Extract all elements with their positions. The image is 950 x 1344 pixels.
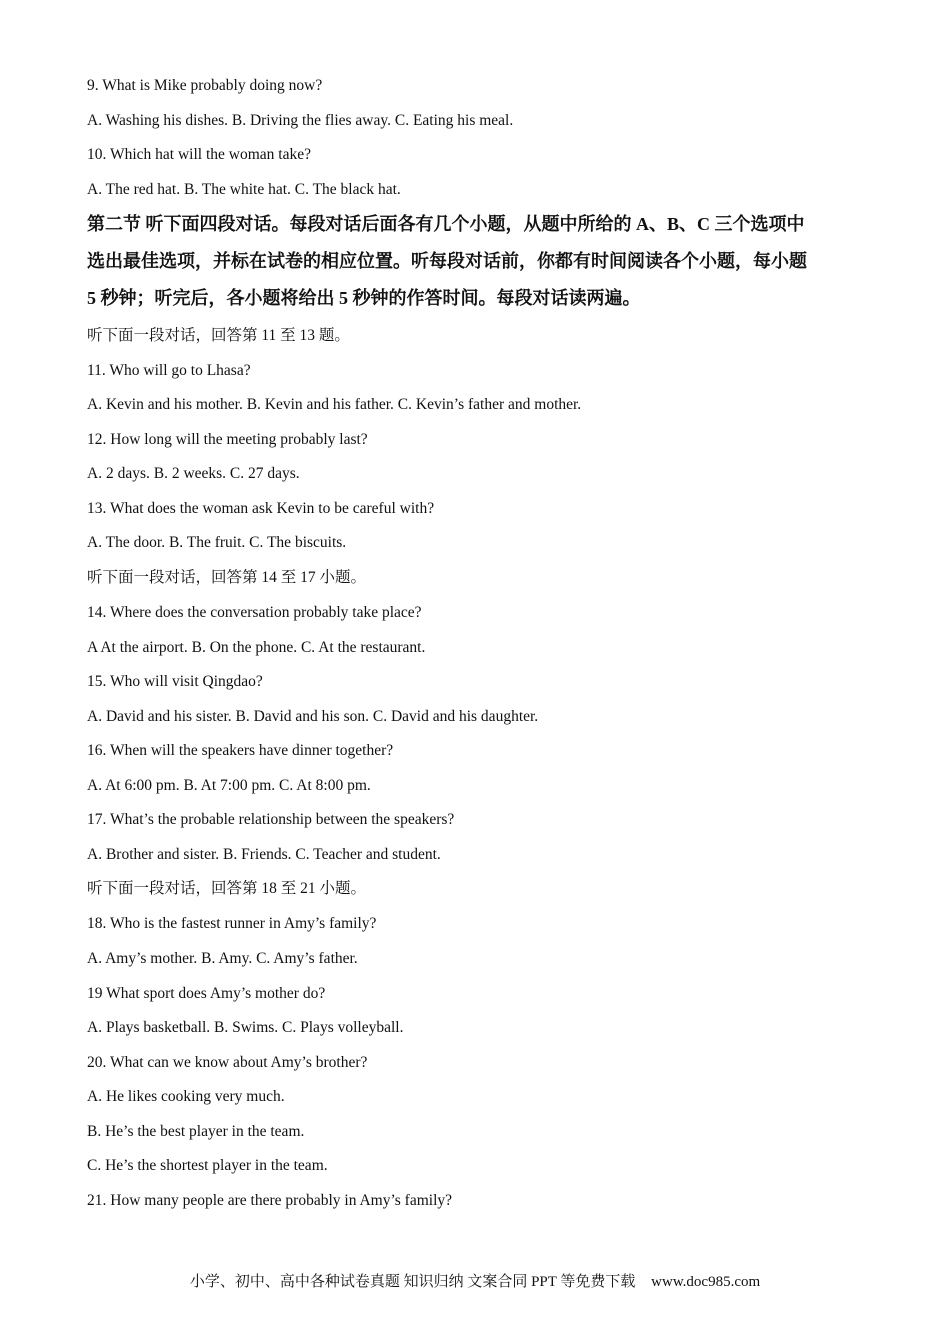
question-21: 21. How many people are there probably in Amy’s family?	[87, 1192, 453, 1209]
footer-text: 小学、初中、高中各种试卷真题 知识归纳 文案合同 PPT 等免费下载	[189, 1274, 636, 1290]
options-18: A. Amy’s mother. B. Amy. C. Amy’s father.	[87, 950, 358, 967]
question-14: 14. Where does the conversation probably take place?	[87, 604, 422, 621]
options-13: A. The door. B. The fruit. C. The biscuits.	[87, 534, 347, 551]
section-line-1: 第二节 听下面四段对话。每段对话后面各有几个小题，从题中所给的 A、B、C 三个选项中	[87, 214, 805, 234]
question-15: 15. Who will visit Qingdao?	[87, 673, 263, 690]
question-16: 16. When will the speakers have dinner together?	[87, 742, 394, 759]
options-17: A. Brother and sister. B. Friends. C. Teacher and student.	[87, 846, 441, 863]
option-20b: B. He’s the best player in the team.	[87, 1123, 305, 1140]
section-line-3: 5 秒钟；听完后，各小题将给出 5 秒钟的作答时间。每段对话读两遍。	[87, 288, 641, 308]
footer-link[interactable]: www.doc985.com	[651, 1274, 761, 1290]
option-20c: C. He’s the shortest player in the team.	[87, 1157, 328, 1174]
options-14: A At the airport. B. On the phone. C. At the restaurant.	[87, 639, 426, 656]
question-10: 10. Which hat will the woman take?	[87, 146, 311, 163]
options-16: A. At 6:00 pm. B. At 7:00 pm. C. At 8:00 pm.	[87, 777, 371, 794]
question-12: 12. How long will the meeting probably last?	[87, 431, 368, 448]
options-10: A. The red hat. B. The white hat. C. The black hat.	[87, 181, 401, 198]
page-footer	[0, 1270, 950, 1291]
question-17: 17. What’s the probable relationship between the speakers?	[87, 811, 455, 828]
options-19: A. Plays basketball. B. Swims. C. Plays volleyball.	[87, 1019, 404, 1036]
options-9: A. Washing his dishes. B. Driving the flies away. C. Eating his meal.	[87, 112, 514, 129]
dialogue-intro: 听下面一段对话，回答第 11 至 13 题。	[87, 327, 350, 344]
question-18: 18. Who is the fastest runner in Amy’s family?	[87, 915, 377, 932]
dialogue-intro: 听下面一段对话，回答第 14 至 17 小题。	[87, 569, 367, 586]
option-20a: A. He likes cooking very much.	[87, 1088, 285, 1105]
question-11: 11. Who will go to Lhasa?	[87, 362, 251, 379]
question-13: 13. What does the woman ask Kevin to be careful with?	[87, 500, 435, 517]
question-19: 19 What sport does Amy’s mother do?	[87, 985, 326, 1002]
section-instructions	[87, 206, 867, 317]
question-9: 9. What is Mike probably doing now?	[87, 77, 323, 94]
options-12: A. 2 days. B. 2 weeks. C. 27 days.	[87, 465, 300, 482]
options-15: A. David and his sister. B. David and his son. C. David and his daughter.	[87, 708, 539, 725]
dialogue-intro: 听下面一段对话，回答第 18 至 21 小题。	[87, 880, 367, 897]
options-11: A. Kevin and his mother. B. Kevin and his father. C. Kevin’s father and mother.	[87, 396, 582, 413]
section-line-2: 选出最佳选项，并标在试卷的相应位置。听每段对话前，你都有时间阅读各个小题，每小题	[87, 251, 807, 271]
question-20: 20. What can we know about Amy’s brother?	[87, 1054, 368, 1071]
